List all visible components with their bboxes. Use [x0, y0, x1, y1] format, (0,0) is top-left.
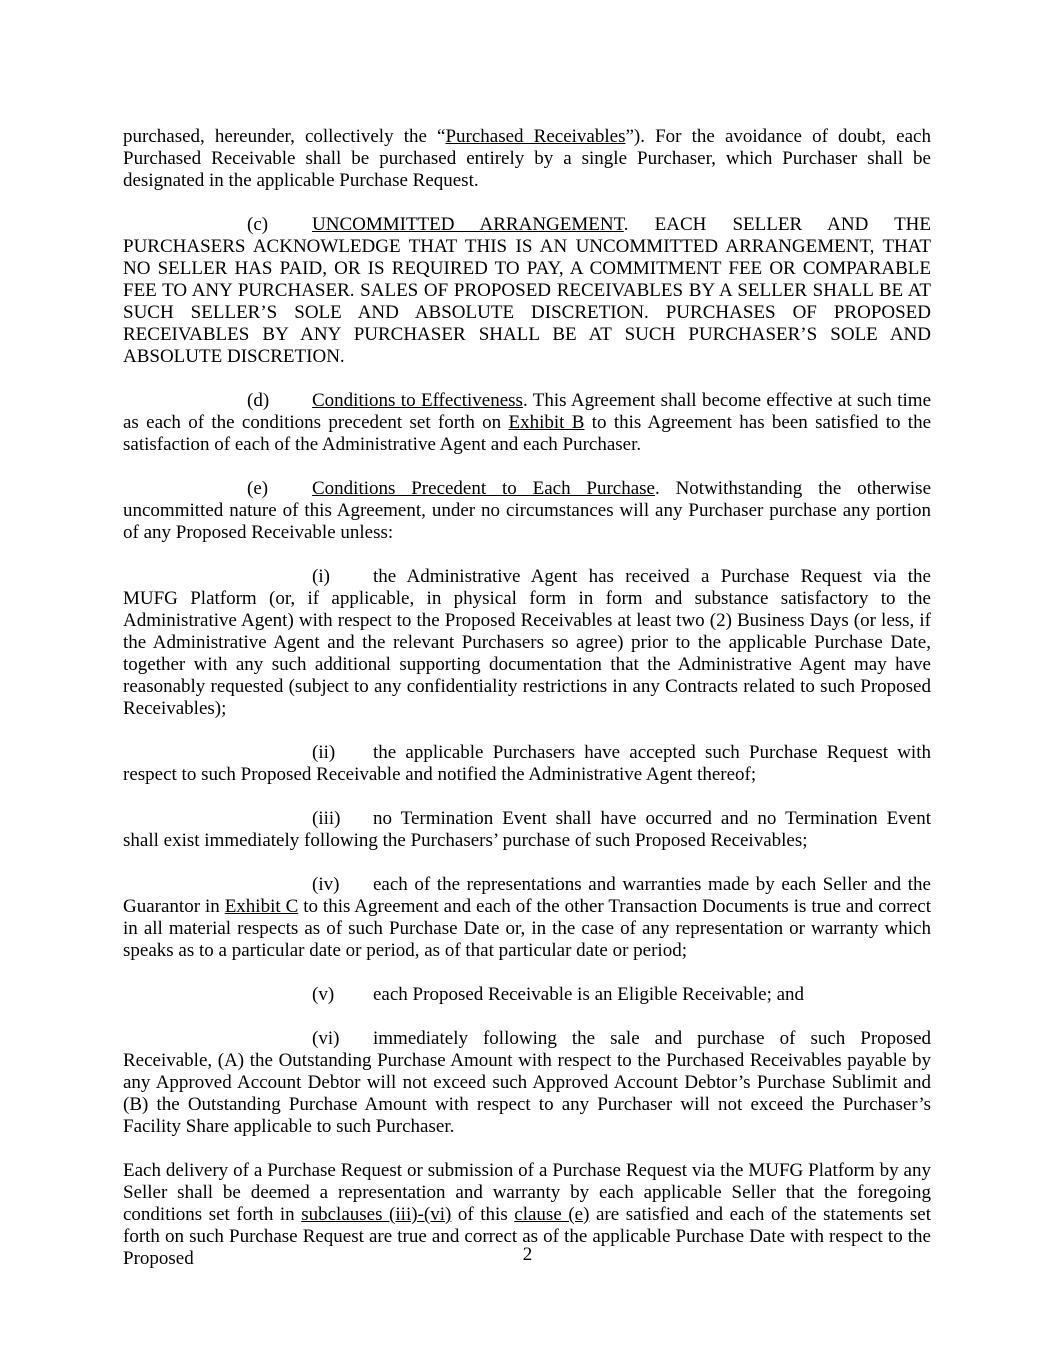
paragraph-subclause-vi — [123, 1028, 931, 1138]
clause-label: (iv) — [312, 874, 340, 895]
paragraph-subclause-iii — [123, 808, 931, 852]
text-run: Each delivery of a Purchase Request or submission of a Purchase Request via the MUFG Platform by any Seller shall be deemed a representation and warranty by each applicable Seller that the foregoing conditions set forth in — [123, 1160, 931, 1225]
clause-label: (c) — [247, 214, 269, 235]
clause-label: (v) — [312, 984, 335, 1005]
underlined-text: subclauses (iii)-(vi) — [301, 1204, 452, 1225]
text-run: . Notwithstanding the otherwise uncommitted nature of this Agreement, under no circumstances will any Purchaser purchase any portion of any Proposed Receivable unless: — [123, 478, 931, 543]
text-run: . EACH SELLER AND THE PURCHASERS ACKNOWLEDGE THAT THIS IS AN UNCOMMITTED ARRANGEMENT, THAT NO SELLER HAS PAID, OR IS REQUIRED TO PAY, A COMMITMENT FEE OR COMPARABLE FEE TO ANY PURCHASER. SALES OF PROPOSED RECEIVABLES BY A SELLER SHALL BE AT SUCH SELLER’S SOLE AND ABSOLUTE DISCRETION. PURCHASES OF PROPOSED RECEIVABLES BY ANY PURCHASER SHALL BE AT SUCH PURCHASER’S SOLE AND ABSOLUTE DISCRETION. — [123, 214, 931, 367]
paragraph-subclause-iv — [123, 874, 931, 962]
document-body — [123, 126, 931, 1270]
text-run: of this — [451, 1204, 515, 1225]
clause-label: (d) — [247, 390, 270, 411]
text-run: no Termination Event shall have occurred and no Termination Event shall exist immediately following the Purchasers’ purchase of such Proposed Receivables; — [123, 808, 931, 851]
text-run: purchased, hereunder, collectively the “ — [123, 126, 446, 147]
text-run: immediately following the sale and purchase of such Proposed Receivable, (A) the Outstanding Purchase Amount with respect to the Purchased Receivables payable by any Approved Account Debtor will not exceed such Approved Account Debtor’s Purchase Sublimit and (B) the Outstanding Purchase Amount with respect to any Purchaser will not exceed the Purchaser’s Facility Share applicable to such Purchaser. — [123, 1028, 931, 1137]
text-run: ”). For the avoidance of doubt, each Purchased Receivable shall be purchased entirely by a single Purchaser, which Purchaser shall be designated in the applicable Purchase Request. — [123, 126, 931, 191]
clause-label: (ii) — [312, 742, 336, 763]
clause-label: (iii) — [312, 808, 341, 829]
underlined-text: Conditions Precedent to Each Purchase — [312, 478, 655, 499]
underlined-text: Conditions to Effectiveness — [312, 390, 523, 411]
underlined-text: clause (e) — [514, 1204, 590, 1225]
clause-label: (vi) — [312, 1028, 340, 1049]
text-run: to this Agreement and each of the other Transaction Documents is true and correct in all material respects as of such Purchase Date or, in the case of any representation or warranty which speaks as to a particular date or period, as of that particular date or period; — [123, 896, 931, 961]
text-run: the applicable Purchasers have accepted such Purchase Request with respect to such Proposed Receivable and notified the Administrative Agent thereof; — [123, 742, 931, 785]
underlined-text: Purchased Receivables — [445, 126, 626, 147]
paragraph-clause-e — [123, 478, 931, 544]
page-number: 2 — [522, 1244, 533, 1265]
paragraph-subclause-ii — [123, 742, 931, 786]
underlined-text: Exhibit C — [224, 896, 299, 917]
underlined-text: Exhibit B — [508, 412, 585, 433]
text-run: each of the representations and warranties made by each Seller and the Guarantor in — [123, 874, 931, 917]
paragraph-subclause-v — [123, 984, 931, 1006]
text-run: the Administrative Agent has received a Purchase Request via the MUFG Platform (or, if applicable, in physical form in form and substance satisfactory to the Administrative Agent) with respect to the Proposed Receivables at least two (2) Business Days (or less, if the Administrative Agent and the relevant Purchasers so agree) prior to the applicable Purchase Date, together with any such additional supporting documentation that the Administrative Agent may have reasonably requested (subject to any confidentiality restrictions in any Contracts related to such Proposed Receivables); — [123, 566, 931, 719]
text-run: to this Agreement has been satisfied to the satisfaction of each of the Administrative Agent and each Purchaser. — [123, 412, 931, 455]
underlined-text: UNCOMMITTED ARRANGEMENT — [312, 214, 624, 235]
paragraph-subclause-i — [123, 566, 931, 720]
paragraph-intro-continuation — [123, 126, 931, 192]
text-run: each Proposed Receivable is an Eligible Receivable; and — [373, 984, 805, 1005]
paragraph-clause-d — [123, 390, 931, 456]
text-run: . This Agreement shall become effective at such time as each of the conditions precedent set forth on — [123, 390, 931, 433]
clause-label: (i) — [312, 566, 330, 587]
text-run: are satisfied and each of the statements set forth on such Purchase Request are true and correct as of the applicable Purchase Date with respect to the Proposed — [123, 1204, 931, 1269]
paragraph-clause-c — [123, 214, 931, 368]
clause-label: (e) — [247, 478, 269, 499]
